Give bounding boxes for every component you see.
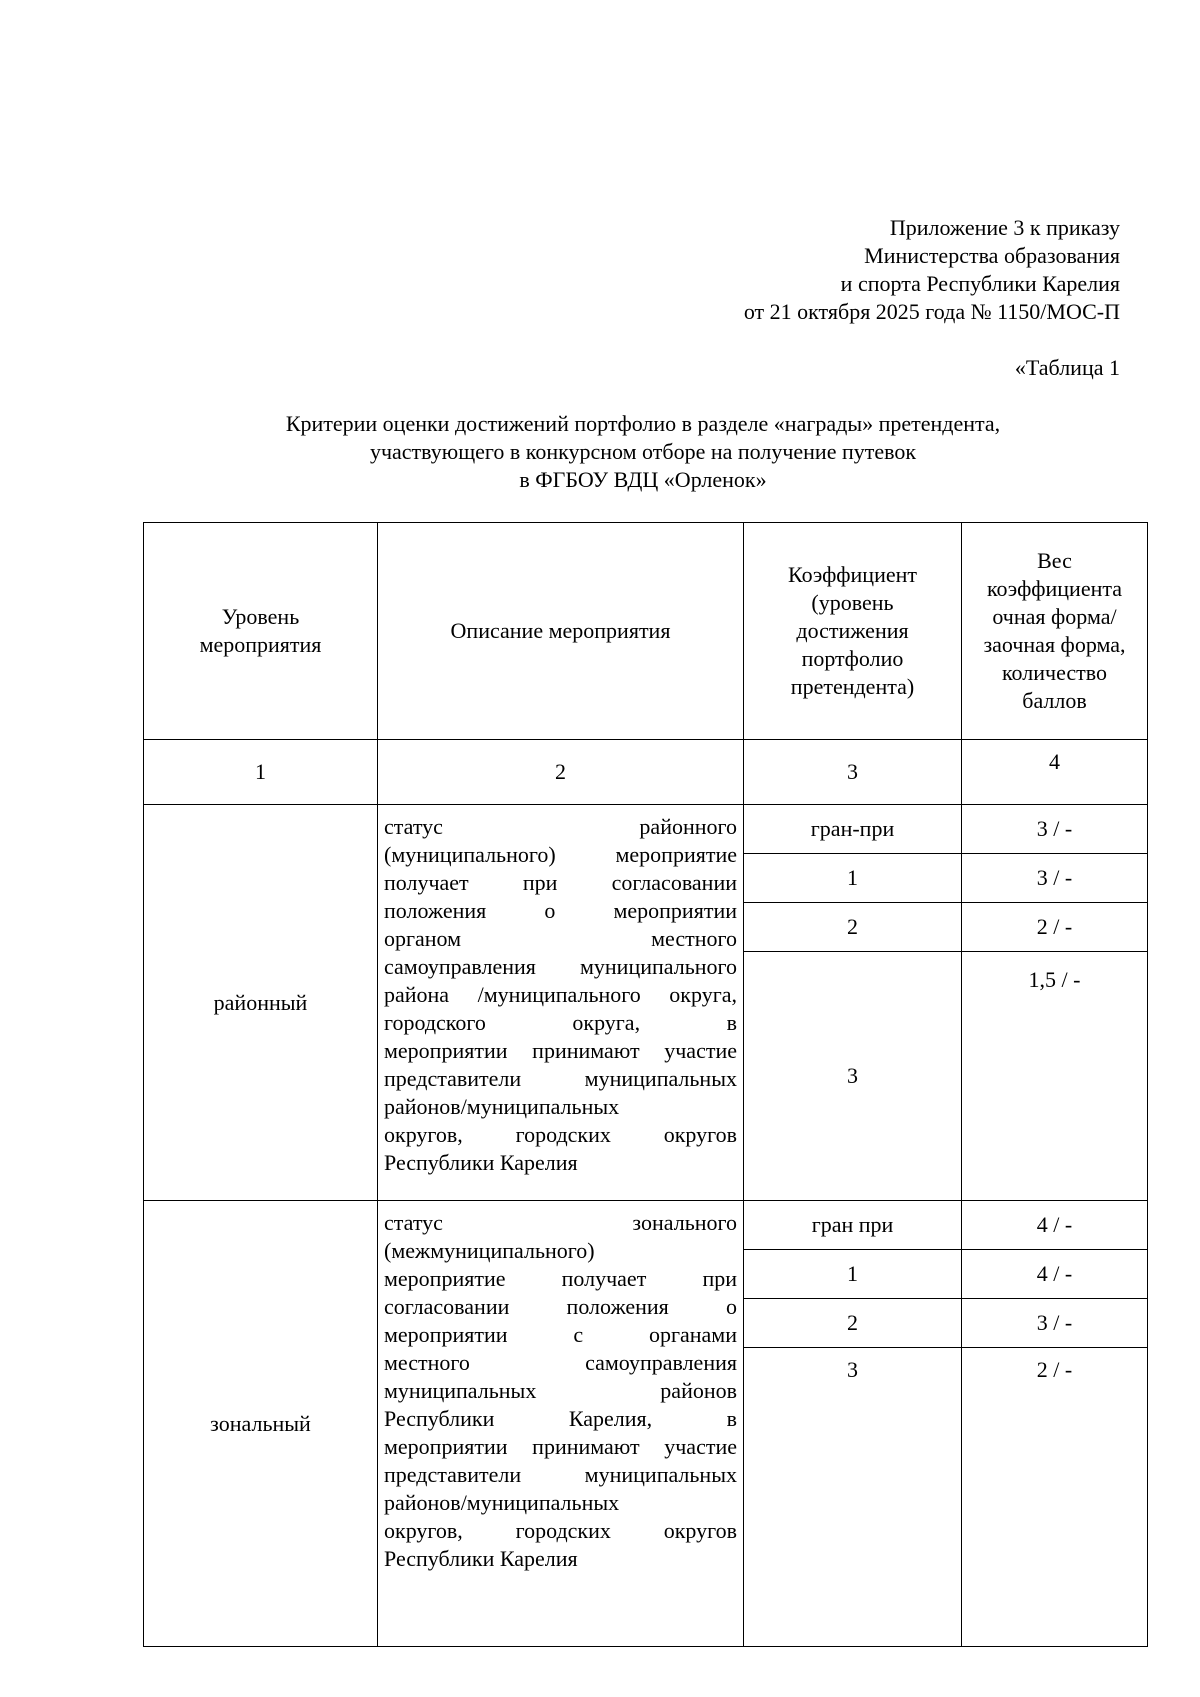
description-line: получает при согласовании [384,870,737,895]
criteria-table [143,522,1148,1647]
column-number: 3 [744,740,962,805]
header-line: от 21 октября 2025 года № 1150/МОС-П [743,299,1120,324]
title-line: в ФГБОУ ВДЦ «Орленок» [519,467,767,492]
document-title [143,410,1143,494]
description-line: статус зонального [384,1210,737,1235]
header-line: Приложение 3 к приказу [889,215,1120,240]
table-label: «Таблица 1 [1014,355,1120,380]
description-line: района /муниципального округа, [384,982,737,1007]
description-line: мероприятии принимают участие [384,1434,737,1459]
column-header-text: Описание мероприятия [450,618,671,643]
title-line: участвующего в конкурсном отборе на получение путевок [369,439,917,464]
description-line: районов/муниципальных [384,1094,620,1119]
description-line: районов/муниципальных [384,1490,620,1515]
description-line: (межмуниципального) [384,1238,595,1263]
coefficient: 1 [744,1250,962,1299]
table-header-row [144,523,1148,740]
weight: 4 / - [962,1201,1148,1250]
weight: 1,5 / - [962,952,1148,1201]
table-row [144,805,1148,854]
description-line: округов, городских округов [384,1122,737,1147]
column-header [144,523,378,740]
column-header-text: Уровень мероприятия [199,604,322,657]
description-line: представители муниципальных [384,1066,737,1091]
column-number-row [144,740,1148,805]
column-number: 1 [144,740,378,805]
coefficient: 3 [744,1348,962,1647]
description-line: местного самоуправления [384,1350,737,1375]
description-line: Республики Карелия, в [384,1406,737,1431]
description-line: положения о мероприятии [384,898,737,923]
table-row [144,1201,1148,1250]
column-header-text: Коэффициент (уровень достижения портфолио претендента) [787,562,917,699]
description-line: округов, городских округов [384,1518,737,1543]
coefficient: гран при [744,1201,962,1250]
weight: 2 / - [962,1348,1148,1647]
coefficient: гран-при [744,805,962,854]
coefficient: 2 [744,1299,962,1348]
weight: 4 / - [962,1250,1148,1299]
description-line: Республики Карелия [384,1546,578,1571]
weight: 3 / - [962,1299,1148,1348]
event-level: зональный [144,1201,378,1647]
description-line: мероприятии принимают участие [384,1038,737,1063]
description-line: мероприятие получает при [384,1266,737,1291]
column-header [744,523,962,740]
weight: 3 / - [962,854,1148,903]
description-line: самоуправления муниципального [384,954,737,979]
column-header-text: Вес коэффициента очная форма/заочная форма, количество баллов [983,548,1126,713]
event-description [378,805,744,1201]
coefficient: 3 [744,952,962,1201]
description-line: статус районного [384,814,737,839]
description-line: городского округа, в [384,1010,737,1035]
title-line: Критерии оценки достижений портфолио в разделе «награды» претендента, [285,411,1001,436]
weight: 3 / - [962,805,1148,854]
header-line: Министерства образования [864,243,1120,268]
description-line: Республики Карелия [384,1150,578,1175]
column-number: 2 [378,740,744,805]
column-number: 4 [962,740,1148,805]
description-line: (муниципального) мероприятие [384,842,737,867]
column-header [378,523,744,740]
weight: 2 / - [962,903,1148,952]
header-line: и спорта Республики Карелия [840,271,1120,296]
event-description [378,1201,744,1647]
event-level: районный [144,805,378,1201]
order-reference [520,214,1120,326]
description-line: мероприятии с органами [384,1322,737,1347]
description-line: муниципальных районов [384,1378,737,1403]
coefficient: 2 [744,903,962,952]
description-line: согласовании положения о [384,1294,737,1319]
coefficient: 1 [744,854,962,903]
description-line: органом местного [384,926,737,951]
description-line: представители муниципальных [384,1462,737,1487]
column-header [962,523,1148,740]
